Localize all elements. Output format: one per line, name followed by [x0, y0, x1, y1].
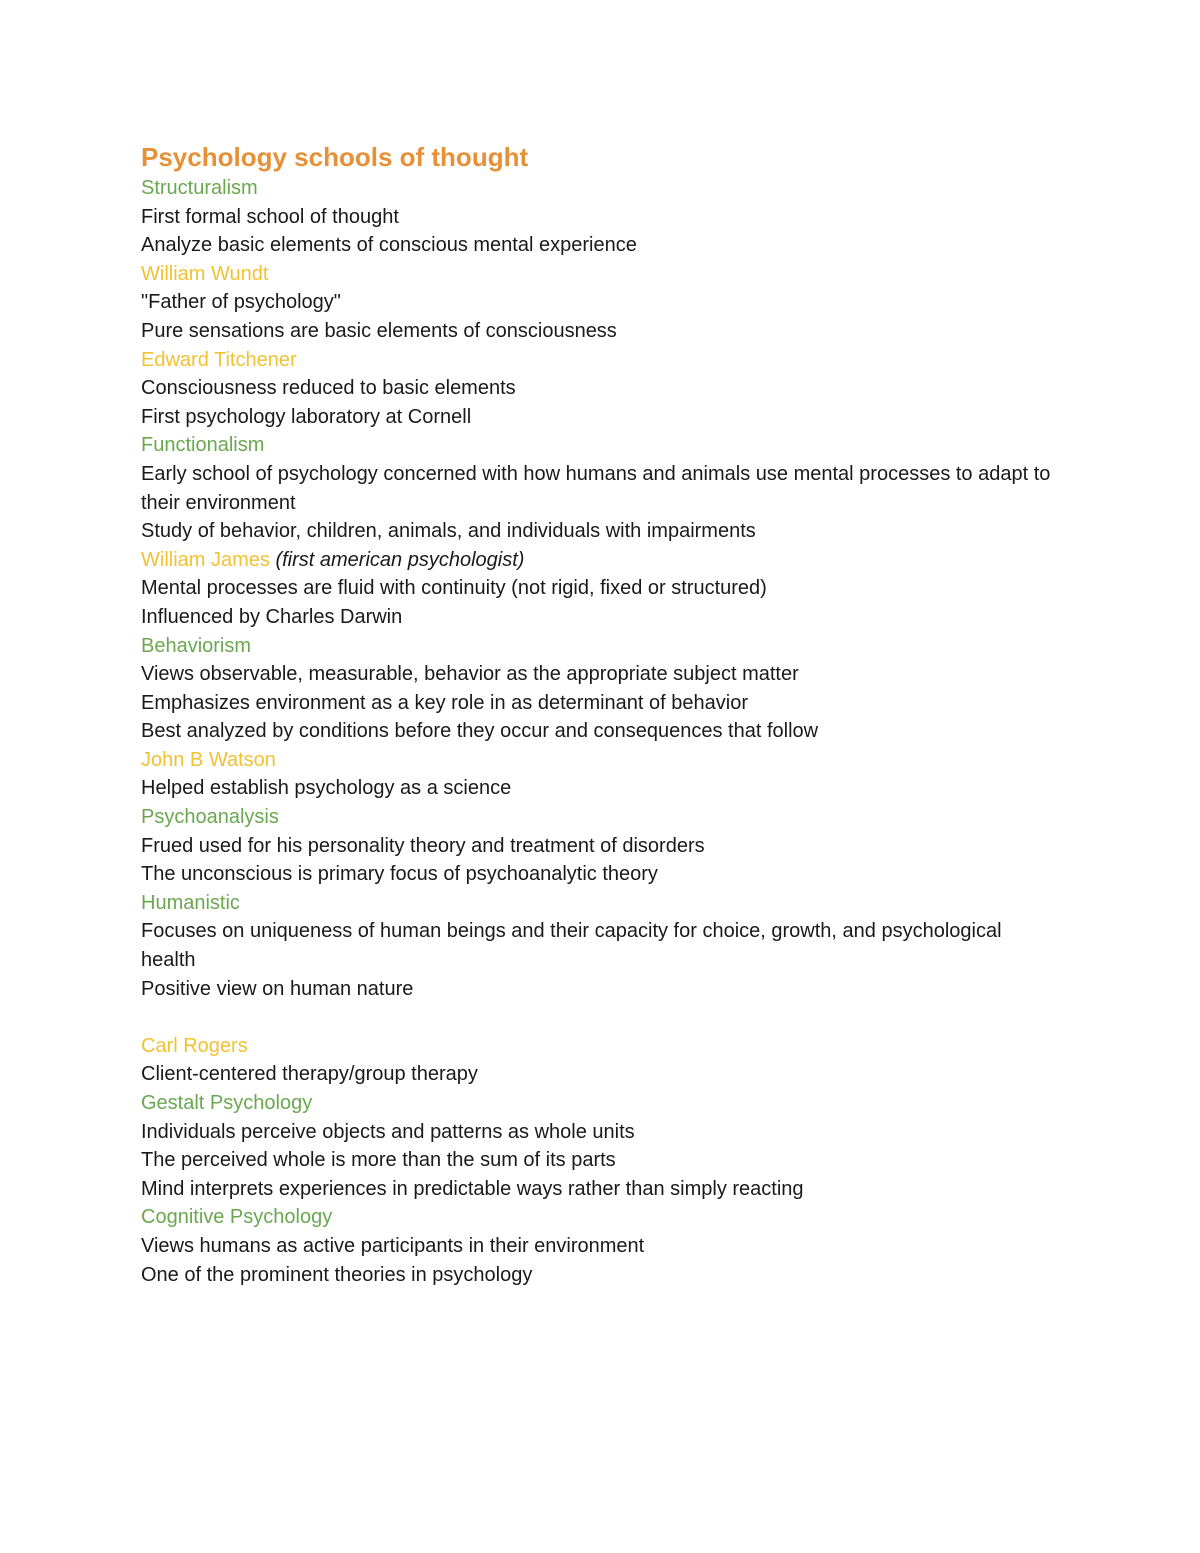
line-text: Behaviorism [141, 634, 252, 657]
line-text: Helped establish psychology as a science [141, 777, 512, 800]
line-text: Gestalt Psychology [141, 1092, 313, 1114]
line-text: Study of behavior, children, animals, and individuals with impairments [141, 520, 756, 543]
school-heading [141, 803, 1061, 832]
line-text: Carl Rogers [141, 1034, 248, 1057]
line-text: Best analyzed by conditions before they occur and consequences that follow [141, 720, 819, 743]
document-title: Psychology schools of thought [141, 142, 529, 172]
line-text: Cognitive Psychology [141, 1206, 333, 1229]
line-text: Individuals perceive objects and patterns as whole units [141, 1120, 635, 1143]
line-text: Psychoanalysis [141, 806, 279, 829]
body-line [141, 917, 1061, 974]
person-heading [141, 1032, 1061, 1061]
line-text: Positive view on human nature [141, 977, 414, 1000]
school-heading [141, 889, 1061, 918]
line-text: Focuses on uniqueness of human beings and their capacity for choice, growth, and psychological health [141, 920, 1002, 972]
line-text: Views humans as active participants in their environment [141, 1234, 645, 1257]
line-text: Mind interprets experiences in predictable ways rather than simply reacting [141, 1177, 804, 1200]
line-text: William James [141, 548, 270, 571]
line-text: The unconscious is primary focus of psychoanalytic theory [141, 863, 658, 886]
notes-list [141, 174, 1061, 1289]
body-line [141, 660, 1061, 689]
school-heading [141, 431, 1061, 460]
body-line [141, 574, 1061, 603]
body-line [141, 689, 1061, 718]
person-heading [141, 346, 1061, 375]
body-line [141, 317, 1061, 346]
line-note: (first american psychologist) [269, 548, 525, 571]
body-line [141, 860, 1061, 889]
line-text: Structuralism [141, 177, 258, 199]
body-line [141, 975, 1061, 1004]
body-line [141, 603, 1061, 632]
line-text: Emphasizes environment as a key role in as determinant of behavior [141, 691, 748, 714]
body-line [141, 1146, 1061, 1175]
line-text: Edward Titchener [141, 348, 297, 371]
line-text: Analyze basic elements of conscious mental experience [141, 234, 637, 257]
line-text: Early school of psychology concerned with how humans and animals use mental processes to adapt to their environment [141, 462, 1051, 514]
line-text: First psychology laboratory at Cornell [141, 405, 472, 428]
school-heading [141, 1089, 1061, 1118]
body-line [141, 403, 1061, 432]
school-heading [141, 632, 1061, 661]
line-text: Mental processes are fluid with continuity (not rigid, fixed or structured) [141, 577, 767, 600]
body-line [141, 1060, 1061, 1089]
body-line [141, 1118, 1061, 1147]
line-text: "Father of psychology" [141, 291, 341, 314]
school-heading [141, 174, 1061, 203]
body-line [141, 1175, 1061, 1204]
body-line [141, 717, 1061, 746]
person-heading [141, 260, 1061, 289]
line-text: Pure sensations are basic elements of consciousness [141, 319, 617, 342]
line-text: First formal school of thought [141, 205, 399, 228]
document-page [141, 140, 1061, 1289]
blank-line [141, 1003, 1061, 1032]
line-text: Frued used for his personality theory and treatment of disorders [141, 834, 705, 857]
line-text: John B Watson [141, 748, 276, 771]
line-text: Client-centered therapy/group therapy [141, 1063, 478, 1086]
line-text: Views observable, measurable, behavior as the appropriate subject matter [141, 663, 799, 686]
person-heading [141, 746, 1061, 775]
person-heading [141, 546, 1061, 575]
body-line [141, 832, 1061, 861]
line-text: Humanistic [141, 891, 240, 914]
school-heading [141, 1203, 1061, 1232]
line-text: The perceived whole is more than the sum of its parts [141, 1149, 616, 1172]
body-line [141, 203, 1061, 232]
body-line [141, 1261, 1061, 1290]
body-line [141, 1232, 1061, 1261]
body-line [141, 288, 1061, 317]
line-text: Functionalism [141, 434, 265, 457]
line-text: Influenced by Charles Darwin [141, 605, 403, 628]
line-text: Consciousness reduced to basic elements [141, 377, 516, 400]
body-line [141, 774, 1061, 803]
body-line [141, 231, 1061, 260]
body-line [141, 374, 1061, 403]
body-line [141, 517, 1061, 546]
line-text: One of the prominent theories in psychology [141, 1263, 533, 1286]
body-line [141, 460, 1061, 517]
line-text: William Wundt [141, 262, 269, 285]
